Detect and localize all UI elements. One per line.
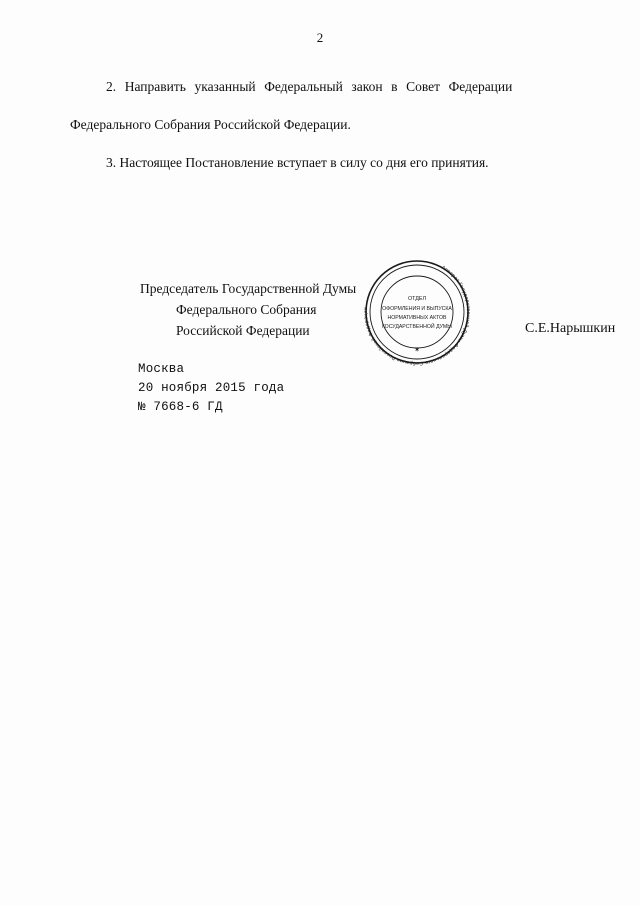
signature-title-block	[140, 278, 356, 341]
svg-text:НОРМАТИВНЫХ АКТОВ: НОРМАТИВНЫХ АКТОВ	[387, 315, 447, 321]
svg-text:ГОСУДАРСТВЕННОЙ ДУМЫ: ГОСУДАРСТВЕННОЙ ДУМЫ	[382, 324, 452, 330]
paragraph-2	[70, 68, 572, 144]
footer-date: 20 ноября 2015 года	[138, 381, 285, 395]
official-stamp	[358, 253, 476, 371]
svg-text:Аппарат Государственной Думы Ф: Аппарат Государственной Думы Федерального Собрания Российской Федерации	[362, 264, 472, 367]
page-number: 2	[316, 30, 324, 45]
signature-title-line-2: Федерального Собрания	[176, 302, 317, 317]
signature-title-line-1: Председатель Государственной Думы	[140, 281, 357, 296]
footer-city: Москва	[138, 362, 185, 376]
signature-title-line-3: Российской Федерации	[176, 323, 310, 338]
svg-text:ОФОРМЛЕНИЯ И ВЫПУСКА: ОФОРМЛЕНИЯ И ВЫПУСКА	[382, 306, 452, 312]
signer-name: С.Е.Нарышкин	[525, 321, 616, 336]
svg-text:ОТДЕЛ: ОТДЕЛ	[407, 296, 427, 302]
paragraph-3	[70, 144, 572, 182]
paragraph-2-line-1: 2. Направить указанный Федеральный закон в Совет Федерации	[106, 79, 513, 94]
document-footer	[138, 360, 284, 417]
paragraph-3-line-1: 3. Настоящее Постановление вступает в силу со дня его принятия.	[106, 155, 489, 170]
document-body	[70, 68, 616, 414]
footer-number: № 7668-6 ГД	[138, 400, 223, 414]
svg-text:✶: ✶	[414, 347, 420, 354]
paragraph-2-line-2: Федерального Собрания Российской Федерации.	[70, 117, 351, 132]
